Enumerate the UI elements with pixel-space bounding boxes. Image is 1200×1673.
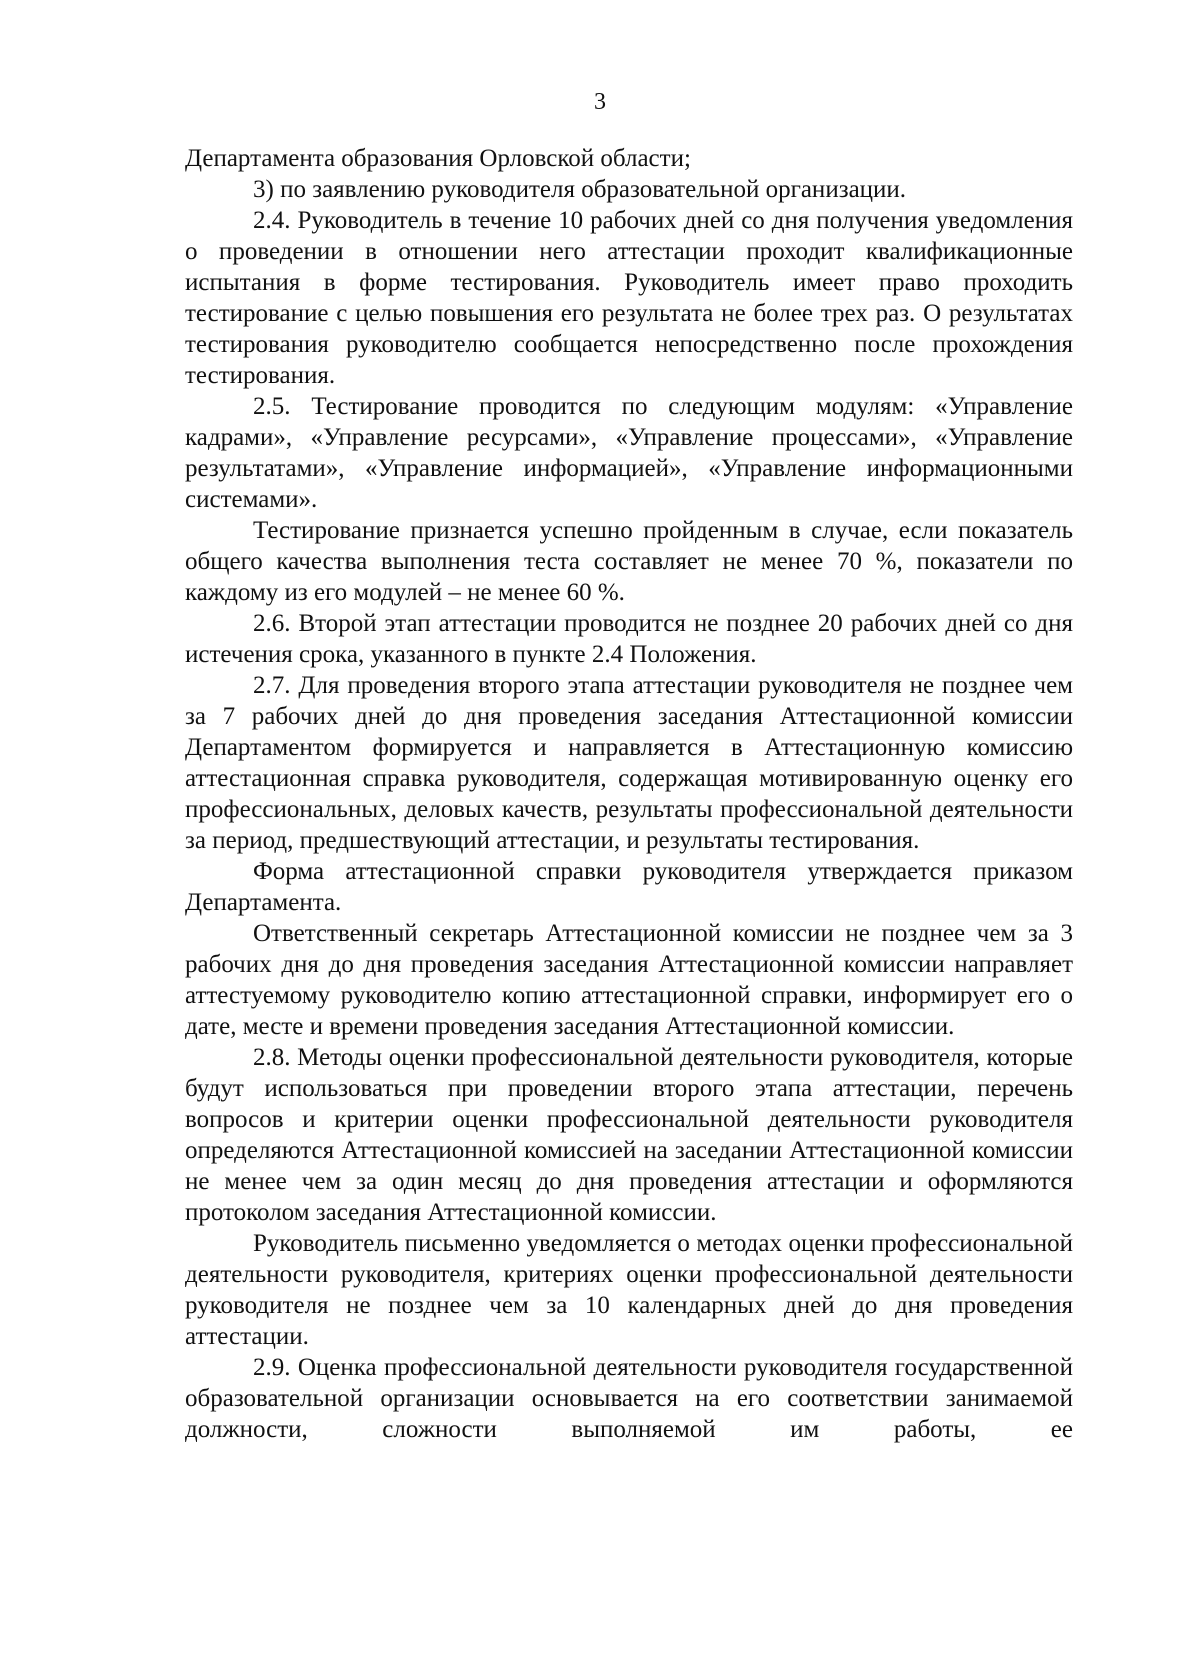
paragraph-reference-form: Форма аттестационной справки руководителя утверждается приказом Департамента.	[185, 858, 1073, 916]
paragraph-secretary: Ответственный секретарь Аттестационной комиссии не позднее чем за 3 рабочих дня до дня проведения заседания Аттестационной комиссии направляет аттестуемому руководителю копию аттестационной справки, информирует его о дате, месте и времени проведения заседания Аттестационной комиссии.	[185, 920, 1073, 1040]
page-number: 3	[594, 89, 606, 115]
paragraph-notification: Руководитель письменно уведомляется о методах оценки профессиональной деятельности руководителя, критериях оценки профессиональной деятельности руководителя не позднее чем за 10 календарных дней до дня проведения аттестации.	[185, 1230, 1073, 1350]
paragraph-continuation: Департамента образования Орловской области;	[185, 145, 691, 172]
paragraph-2-5: 2.5. Тестирование проводится по следующим модулям: «Управление кадрами», «Управление ресурсами», «Управление процессами», «Управление результатами», «Управление информацией», «Управление информационными системами».	[185, 393, 1073, 513]
paragraph-2-7: 2.7. Для проведения второго этапа аттестации руководителя не позднее чем за 7 рабочих дней до дня проведения заседания Аттестационной комиссии Департаментом формируется и направляется в Аттестационную комиссию аттестационная справка руководителя, содержащая мотивированную оценку его профессиональных, деловых качеств, результаты профессиональной деятельности за период, предшествующий аттестации, и результаты тестирования.	[185, 672, 1073, 854]
paragraph-2-4: 2.4. Руководитель в течение 10 рабочих дней со дня получения уведомления о проведении в отношении него аттестации проходит квалификационные испытания в форме тестирования. Руководитель имеет право проходить тестирование с целью повышения его результата не более трех раз. О результатах тестирования руководителю сообщается непосредственно после прохождения тестирования.	[185, 207, 1073, 389]
paragraph-2-6: 2.6. Второй этап аттестации проводится не позднее 20 рабочих дней со дня истечения срока, указанного в пункте 2.4 Положения.	[185, 610, 1073, 668]
paragraph-2-9: 2.9. Оценка профессиональной деятельности руководителя государственной образовательной организации основывается на его соответствии занимаемой должности, сложности выполняемой им работы, ее	[185, 1354, 1073, 1443]
paragraph-2-8: 2.8. Методы оценки профессиональной деятельности руководителя, которые будут использоваться при проведении второго этапа аттестации, перечень вопросов и критерии оценки профессиональной деятельности руководителя определяются Аттестационной комиссией на заседании Аттестационной комиссии не менее чем за один месяц до дня проведения аттестации и оформляются протоколом заседания Аттестационной комиссии.	[185, 1044, 1073, 1226]
document-body	[185, 143, 1073, 1445]
paragraph-testing-passed: Тестирование признается успешно пройденным в случае, если показатель общего качества выполнения теста составляет не менее 70 %, показатели по каждому из его модулей – не менее 60 %.	[185, 517, 1073, 606]
paragraph-item-3: 3) по заявлению руководителя образовательной организации.	[253, 176, 907, 203]
